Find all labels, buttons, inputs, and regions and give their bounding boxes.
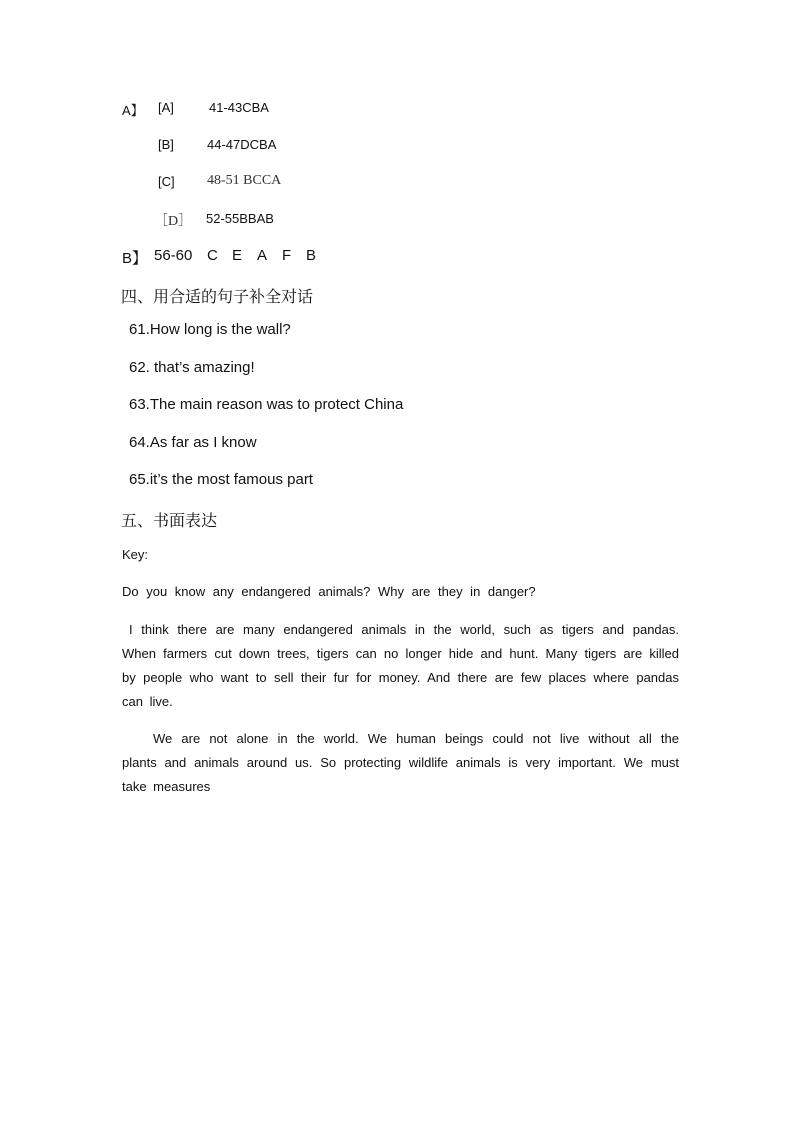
dialogue-item-63: 63.The main reason was to protect China xyxy=(129,396,404,413)
section-b-label: B】 xyxy=(122,250,148,267)
key-label: Key: xyxy=(122,547,149,562)
essay-paragraph-2: We are not alone in the world. We human beings could not live without all the plants and animals around us. So protecting wildlife animals is very important. We must take measures xyxy=(122,731,679,794)
essay-paragraph-1: I think there are many endangered animals in the world, such as tigers and pandas. When farmers cut down trees, tigers can no longer hide and hunt. Many tigers are killed by people who want to sell their fur for money. And there are few places where pandas can live. xyxy=(122,622,679,709)
section-five-heading: 五、书面表达 xyxy=(121,511,218,530)
section-b-answer-4: F xyxy=(282,247,292,264)
section-a-tag-c: [C] xyxy=(158,174,175,189)
section-a-tag-b: [B] xyxy=(158,137,174,152)
dialogue-item-65: 65.it’s the most famous part xyxy=(129,471,313,488)
section-a-tag-d: ［D］ xyxy=(154,214,193,229)
section-four-heading: 四、用合适的句子补全对话 xyxy=(121,287,314,306)
dialogue-item-64: 64.As far as I know xyxy=(129,434,257,451)
section-b-range: 56-60 xyxy=(154,247,193,264)
essay-question: Do you know any endangered animals? Why are they in danger? xyxy=(122,584,536,599)
dialogue-item-61: 61.How long is the wall? xyxy=(129,321,291,338)
section-a-answer-b: 44-47DCBA xyxy=(207,137,277,152)
dialogue-item-62: 62. that’s amazing! xyxy=(129,359,255,376)
section-a-answer-a: 41-43CBA xyxy=(209,100,269,115)
section-b-answer-1: C xyxy=(207,247,218,264)
section-a-label: A】 xyxy=(122,103,144,118)
section-a-answer-d: 52-55BBAB xyxy=(206,211,274,226)
section-b-answer-2: E xyxy=(232,247,243,264)
section-a-tag-a: [A] xyxy=(158,100,174,115)
section-a-answer-c: 48-51 BCCA xyxy=(207,173,282,188)
section-b-answer-3: A xyxy=(257,247,268,264)
section-b-answer-5: B xyxy=(306,247,317,264)
